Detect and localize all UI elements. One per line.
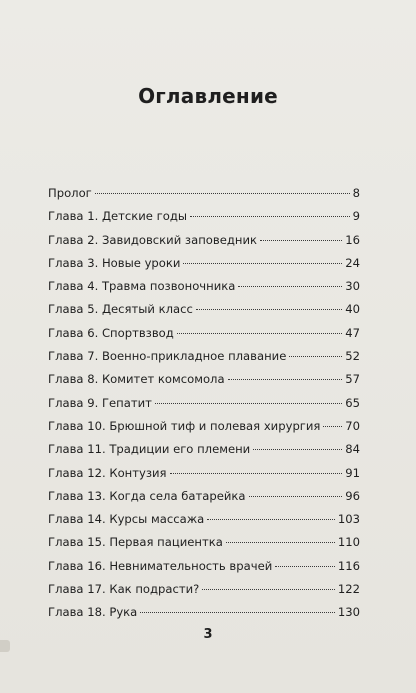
toc-entry-title: Глава 5. Десятый класс [48, 302, 193, 317]
page-number: 3 [203, 627, 213, 642]
toc-entry [48, 368, 360, 391]
dot-leader [226, 542, 335, 543]
toc-entry-page: 65 [345, 395, 360, 410]
toc-entry-title: Глава 16. Невнимательность врачей [48, 558, 273, 573]
toc-entry-title: Глава 18. Рука [48, 605, 138, 620]
toc-entry [48, 298, 360, 321]
toc-entry-title: Глава 4. Травма позвоночника [48, 279, 236, 294]
dot-leader [228, 379, 343, 380]
dot-leader [249, 496, 343, 497]
toc-entry-page: 24 [345, 255, 360, 270]
toc-entry-page: 84 [345, 442, 360, 457]
toc-entry-page: 40 [345, 302, 360, 317]
table-of-contents [48, 182, 360, 625]
toc-entry [48, 229, 360, 252]
dot-leader [238, 286, 342, 287]
dot-leader [323, 426, 342, 427]
toc-entry [48, 182, 360, 205]
dot-leader [170, 473, 343, 474]
dot-leader [289, 356, 342, 357]
toc-entry-page: 96 [345, 488, 360, 503]
dot-leader [275, 566, 335, 567]
dot-leader [155, 403, 342, 404]
page-title: Оглавление [138, 84, 278, 108]
toc-entry-title: Глава 8. Комитет комсомола [48, 372, 225, 387]
dot-leader [95, 193, 350, 194]
toc-entry-title: Глава 1. Детские годы [48, 209, 187, 224]
toc-entry [48, 578, 360, 601]
dot-leader [253, 449, 342, 450]
toc-entry-page: 103 [337, 512, 360, 527]
toc-entry-title: Глава 17. Как подрасти? [48, 582, 200, 597]
toc-entry-title: Глава 9. Гепатит [48, 395, 152, 410]
page-edge-mark [0, 640, 10, 652]
toc-entry-title: Глава 6. Спортвзвод [48, 325, 174, 340]
toc-entry-page: 91 [345, 465, 360, 480]
toc-entry [48, 322, 360, 345]
toc-entry [48, 345, 360, 368]
toc-entry-title: Глава 2. Завидовский заповедник [48, 232, 257, 247]
toc-entry [48, 531, 360, 554]
toc-entry [48, 392, 360, 415]
toc-entry-page: 52 [345, 349, 360, 364]
dot-leader [183, 263, 342, 264]
toc-entry [48, 252, 360, 275]
toc-entry [48, 275, 360, 298]
toc-entry-page: 70 [345, 418, 360, 433]
dot-leader [177, 333, 342, 334]
toc-entry [48, 601, 360, 624]
toc-entry-title: Глава 13. Когда села батарейка [48, 488, 246, 503]
toc-entry [48, 205, 360, 228]
toc-entry-title: Глава 11. Традиции его племени [48, 442, 251, 457]
toc-entry-page: 116 [337, 558, 360, 573]
toc-entry [48, 462, 360, 485]
dot-leader [140, 612, 335, 613]
toc-entry-title: Глава 15. Первая пациентка [48, 535, 223, 550]
toc-entry [48, 415, 360, 438]
toc-entry-title: Глава 12. Контузия [48, 465, 167, 480]
toc-entry [48, 508, 360, 531]
toc-entry-page: 8 [352, 186, 360, 200]
toc-entry-page: 130 [337, 605, 360, 620]
toc-entry [48, 485, 360, 508]
dot-leader [202, 589, 335, 590]
toc-entry [48, 438, 360, 461]
toc-entry-page: 16 [345, 232, 360, 247]
dot-leader [196, 309, 342, 310]
toc-entry-title: Глава 10. Брюшной тиф и полевая хирургия [48, 418, 321, 433]
toc-entry-title: Пролог [48, 186, 92, 200]
toc-entry-page: 47 [345, 325, 360, 340]
toc-entry-title: Глава 7. Военно-прикладное плавание [48, 349, 287, 364]
toc-entry-page: 110 [337, 535, 360, 550]
toc-entry [48, 555, 360, 578]
toc-entry-page: 30 [345, 279, 360, 294]
toc-entry-title: Глава 3. Новые уроки [48, 255, 181, 270]
dot-leader [260, 240, 342, 241]
dot-leader [207, 519, 335, 520]
dot-leader [190, 216, 350, 217]
toc-entry-title: Глава 14. Курсы массажа [48, 512, 205, 527]
toc-entry-page: 122 [337, 582, 360, 597]
toc-entry-page: 57 [345, 372, 360, 387]
toc-entry-page: 9 [352, 209, 360, 224]
